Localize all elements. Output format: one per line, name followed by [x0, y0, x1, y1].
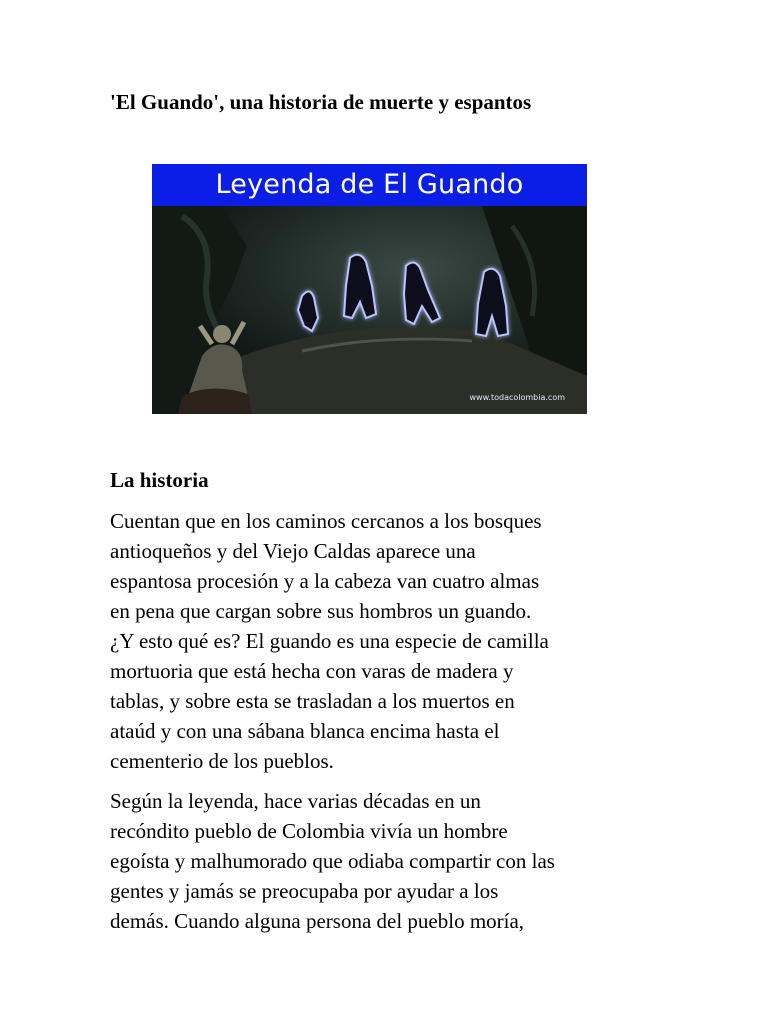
paragraph-line: recóndito pueblo de Colombia vivía un hombre — [110, 819, 508, 843]
paragraph-line: Según la leyenda, hace varias décadas en un — [110, 789, 481, 813]
paragraph-line: cementerio de los pueblos. — [110, 749, 334, 773]
image-watermark: www.todacolombia.com — [469, 393, 565, 402]
paragraph-line: ataúd y con una sábana blanca encima hasta el — [110, 719, 500, 743]
paragraph-line: demás. Cuando alguna persona del pueblo moría, — [110, 909, 525, 933]
illustration-banner: Leyenda de El Guando — [152, 164, 587, 206]
document-title: 'El Guando', una historia de muerte y espantos — [110, 90, 532, 114]
paragraph-1 — [110, 506, 670, 776]
paragraph-line: tablas, y sobre esta se trasladan a los muertos en — [110, 689, 515, 713]
paragraph-line: mortuoria que está hecha con varas de madera y — [110, 659, 514, 683]
paragraph-line: gentes y jamás se preocupaba por ayudar a los — [110, 879, 499, 903]
night-procession-scene — [152, 206, 587, 414]
legend-illustration — [152, 164, 587, 414]
paragraph-line: Cuentan que en los caminos cercanos a los bosques — [110, 509, 542, 533]
paragraph-line: ¿Y esto qué es? El guando es una especie de camilla — [110, 629, 549, 653]
paragraph-2 — [110, 786, 670, 936]
paragraph-line: antioqueños y del Viejo Caldas aparece una — [110, 539, 476, 563]
section-heading: La historia — [110, 468, 209, 492]
paragraph-line: egoísta y malhumorado que odiaba compartir con las — [110, 849, 555, 873]
paragraph-line: espantosa procesión y a la cabeza van cuatro almas — [110, 569, 540, 593]
paragraph-line: en pena que cargan sobre sus hombros un guando. — [110, 599, 532, 623]
